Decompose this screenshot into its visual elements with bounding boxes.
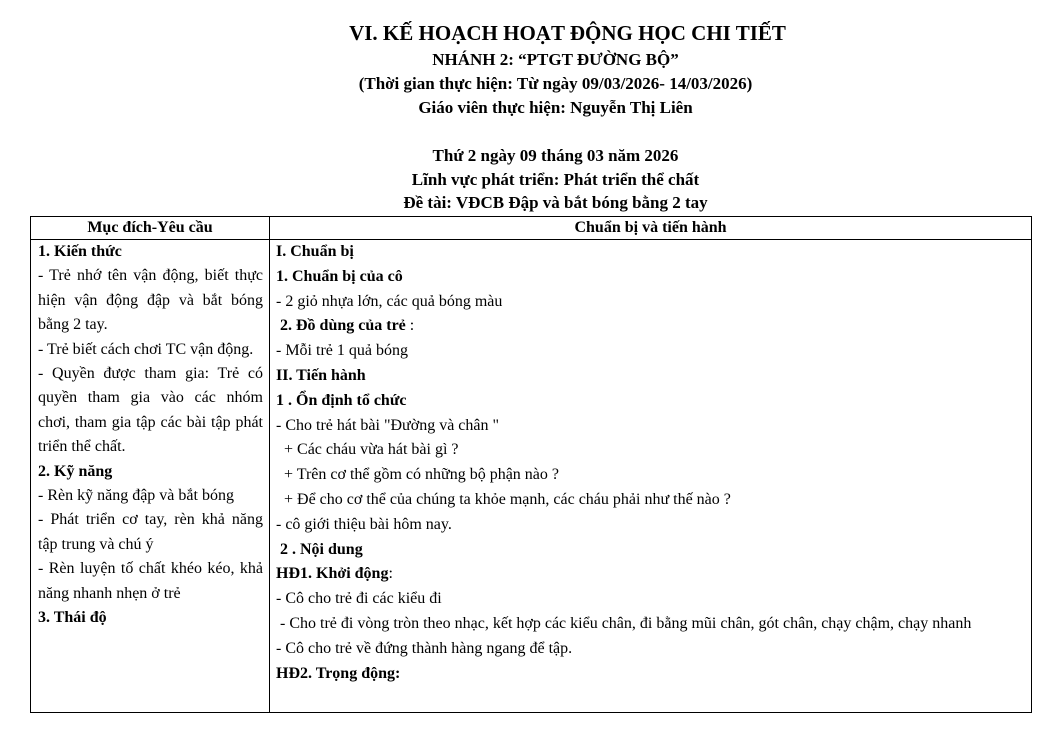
list-item-tail: :: [388, 565, 393, 583]
table-header-row: [31, 217, 1032, 240]
list-item: + Các cháu vừa hát bài gì ?: [276, 441, 459, 459]
list-item: [276, 562, 1025, 587]
list-item: - Cô cho trẻ đi các kiểu đi: [276, 590, 442, 608]
list-item: - 2 giỏ nhựa lớn, các quả bóng màu: [276, 292, 503, 310]
list-item: HĐ2. Trọng động:: [276, 664, 401, 682]
list-item: 1 . Ổn định tổ chức: [276, 391, 407, 409]
list-item: - Quyền được tham gia: Trẻ có quyền tham gia vào các nhóm chơi, tham gia tập các bài tập phát triển thể chất.: [38, 365, 263, 456]
list-item-tail: :: [405, 317, 415, 335]
list-item: 1. Kiến thức: [38, 243, 122, 260]
list-item-bold: 2. Đồ dùng của trẻ: [276, 317, 406, 335]
list-item: 3. Thái độ: [38, 609, 107, 627]
procedure-cell: [270, 240, 1032, 713]
procedure-list: [270, 240, 1031, 686]
list-item: - Cô cho trẻ về đứng thành hàng ngang để tập.: [276, 639, 573, 657]
branch-heading: [26, 50, 1059, 70]
table-row: [31, 240, 1032, 713]
list-item: - Rèn kỹ năng đập và bắt bóng: [38, 487, 234, 505]
list-item: + Trên cơ thể gồm có những bộ phận nào ?: [276, 466, 560, 484]
list-item: - Trẻ biết cách chơi TC vận động.: [38, 340, 254, 358]
development-field: Lĩnh vực phát triển: Phát triển thể chất: [411, 170, 700, 189]
list-item: I. Chuẩn bị: [276, 243, 354, 260]
list-item: 2 . Nội dung: [276, 540, 363, 558]
list-item: - Mỗi trẻ 1 quả bóng: [276, 342, 408, 360]
list-item: - Phát triển cơ tay, rèn khả năng tập trung và chú ý: [38, 511, 263, 553]
time-period: (Thời gian thực hiện: Từ ngày 09/03/2026- 14/03/2026): [358, 74, 753, 93]
lesson-date: Thứ 2 ngày 09 tháng 03 năm 2026: [432, 146, 679, 165]
teacher-name: Giáo viên thực hiện: Nguyễn Thị Liên: [418, 98, 693, 117]
column-header-preparation: Chuẩn bị và tiến hành: [270, 217, 1032, 240]
list-item: + Để cho cơ thể của chúng ta khỏe mạnh, các cháu phải như thế nào ?: [276, 490, 731, 508]
list-item-bold: HĐ1. Khởi động: [276, 565, 389, 583]
objectives-list: [31, 240, 269, 631]
list-item: - Trẻ nhớ tên vận động, biết thực hiện vận động đập và bắt bóng bằng 2 tay.: [38, 267, 263, 334]
lesson-topic: Đề tài: VĐCB Đập và bắt bóng bằng 2 tay: [403, 193, 708, 212]
list-item: [276, 314, 1025, 339]
column-header-objectives: Mục đích-Yêu cầu: [31, 217, 270, 240]
document-title: VI. KẾ HOẠCH HOẠT ĐỘNG HỌC CHI TIẾT: [349, 21, 786, 45]
list-item: 2. Kỹ năng: [38, 462, 113, 480]
lesson-plan-table: [30, 216, 1032, 713]
list-item: II. Tiến hành: [276, 366, 366, 384]
list-item: - Cho trẻ hát bài "Đường và chân ": [276, 416, 500, 434]
list-item: - cô giới thiệu bài hôm nay.: [276, 515, 452, 533]
list-item: 1. Chuẩn bị của cô: [276, 267, 403, 285]
branch-name: : “PTGT ĐƯỜNG BỘ”: [508, 50, 679, 69]
list-item: - Rèn luyện tố chất khéo kéo, khả năng nhanh nhẹn ở trẻ: [38, 560, 263, 602]
objectives-cell: [31, 240, 270, 713]
list-item: - Cho trẻ đi vòng tròn theo nhạc, kết hợp các kiểu chân, đi bằng mũi chân, gót chân, chạy chậm, chạy nhanh: [276, 614, 972, 632]
branch-label: NHÁNH 2: [432, 50, 509, 69]
